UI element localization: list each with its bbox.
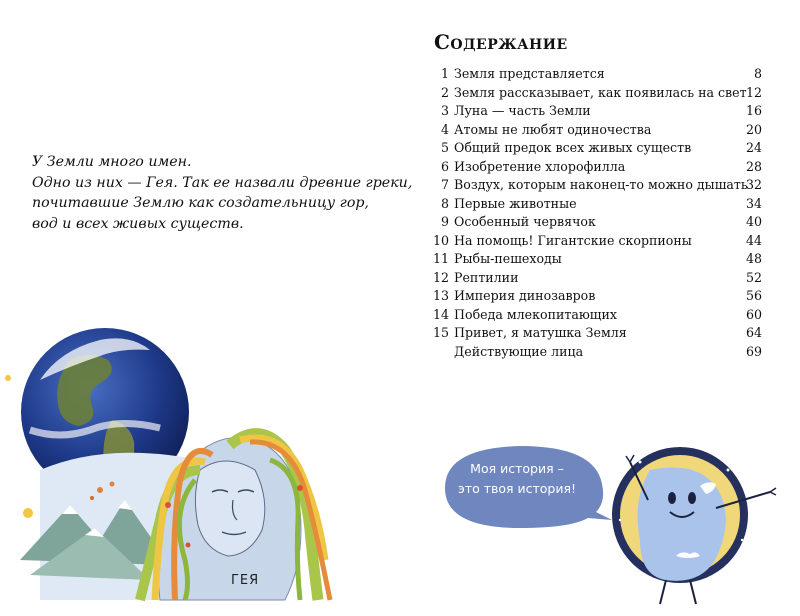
toc-entry-number: 5 xyxy=(440,140,449,155)
toc-entry-page: 24 xyxy=(745,140,762,155)
toc-entry-title: Земля рассказывает, как появилась на свет xyxy=(454,84,747,100)
toc-entry[interactable] xyxy=(430,176,762,195)
toc-entry[interactable] xyxy=(430,65,762,84)
toc-entry-number: 14 xyxy=(432,306,449,322)
toc-entry-number: 6 xyxy=(440,158,449,174)
toc-entry-page: 8 xyxy=(753,66,762,81)
toc-entry[interactable] xyxy=(430,306,762,325)
toc-entry[interactable] xyxy=(430,269,762,288)
toc-entry-number: 12 xyxy=(432,269,449,285)
toc-entry-page: 69 xyxy=(745,343,762,359)
speech-bubble-text xyxy=(452,459,582,499)
toc-entry[interactable] xyxy=(430,139,762,158)
toc-list xyxy=(430,65,762,361)
toc-entry-title: Изобретение хлорофилла xyxy=(454,158,626,174)
epigraph-line: У Земли много имен. xyxy=(32,154,192,170)
speech-bubble-line: Моя история – xyxy=(470,461,564,476)
toc-entry-number: 11 xyxy=(432,251,449,266)
toc-entry[interactable] xyxy=(430,213,762,232)
toc-entry-number: 9 xyxy=(440,214,449,229)
toc-entry-number: 2 xyxy=(440,84,449,100)
toc-entry[interactable] xyxy=(430,84,762,103)
toc-entry-number: 3 xyxy=(440,103,449,118)
toc-entry-page: 34 xyxy=(745,195,762,211)
toc-entry-title: Империя динозавров xyxy=(454,288,596,303)
toc-entry[interactable] xyxy=(430,287,762,306)
epigraph-line: вод и всех живых существ. xyxy=(32,215,244,232)
toc-entry-page: 28 xyxy=(745,158,762,174)
toc-entry-page: 52 xyxy=(745,269,762,285)
toc-entry[interactable] xyxy=(430,232,762,251)
toc-entry-page: 48 xyxy=(745,251,762,266)
toc-entry-page: 20 xyxy=(745,121,762,137)
toc-entry-title: Действующие лица xyxy=(454,343,584,359)
toc-title: Содержание xyxy=(434,30,568,54)
toc-entry-title: Общий предок всех живых существ xyxy=(454,140,692,155)
epigraph xyxy=(32,152,413,234)
toc-entry-number: 15 xyxy=(432,325,449,340)
toc-entry-page: 56 xyxy=(745,288,762,303)
toc-entry-title: Привет, я матушка Земля xyxy=(454,325,627,340)
toc-entry-title: Особенный червячок xyxy=(454,214,596,229)
toc-entry-page: 44 xyxy=(745,232,762,248)
toc-entry-page: 32 xyxy=(745,177,762,192)
toc-entry-title: На помощь! Гигантские скорпионы xyxy=(454,232,692,248)
toc-entry[interactable] xyxy=(430,250,762,269)
toc-entry-number: 10 xyxy=(432,232,449,248)
toc-entry[interactable] xyxy=(430,195,762,214)
toc-entry-title: Рыбы-пешеходы xyxy=(454,251,562,266)
toc-entry-title: Рептилии xyxy=(454,269,519,285)
toc-entry-title: Первые животные xyxy=(454,195,577,211)
gaia-caption: ГЕЯ xyxy=(231,573,260,588)
toc-entry-page: 12 xyxy=(745,84,762,100)
toc-entry-page: 60 xyxy=(745,306,762,322)
toc-entry-page: 40 xyxy=(745,214,762,229)
speech-bubble-line: это твоя история! xyxy=(457,481,577,496)
toc-entry[interactable] xyxy=(430,121,762,140)
epigraph-line: Одно из них — Гея. Так ее назвали древние греки, xyxy=(32,174,413,191)
toc-entry-title: Луна — часть Земли xyxy=(454,103,591,118)
toc-entry-page: 64 xyxy=(745,325,762,340)
earth-character xyxy=(612,447,776,604)
right-page xyxy=(400,0,800,616)
toc-entry-number: 13 xyxy=(432,288,449,303)
toc-entry-number: 8 xyxy=(440,195,449,211)
toc-entry-number: 1 xyxy=(440,66,449,81)
epigraph-line: почитавшие Землю как создательницу гор, xyxy=(32,195,369,211)
toc-entry[interactable] xyxy=(430,102,762,121)
toc-entry[interactable] xyxy=(430,158,762,177)
toc-entry-number: 7 xyxy=(440,177,449,192)
toc-entry[interactable] xyxy=(430,324,762,343)
toc-entry-title: Земля представляется xyxy=(454,66,605,81)
toc-entry-title: Победа млекопитающих xyxy=(454,306,617,322)
toc-entry[interactable] xyxy=(430,343,762,362)
gaia-earth-illustration xyxy=(0,320,400,616)
toc-entry-page: 16 xyxy=(745,103,762,118)
toc-entry-title: Атомы не любят одиночества xyxy=(454,121,652,137)
toc-entry-number: 4 xyxy=(440,121,449,137)
toc-entry-title: Воздух, которым наконец-то можно дышать xyxy=(454,177,748,192)
